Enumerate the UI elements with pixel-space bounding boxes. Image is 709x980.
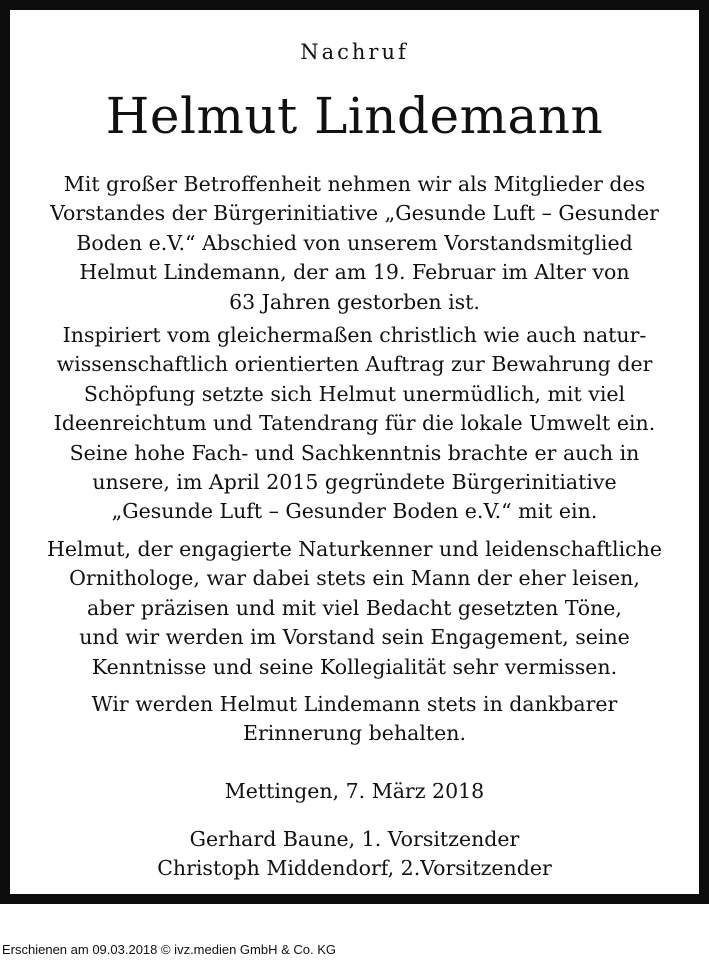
text-line: Ideenreichtum und Tatendrang für die lokale Umwelt ein. bbox=[53, 411, 656, 436]
text-line: wissenschaftlich orientierten Auftrag zur Bewahrung der bbox=[56, 352, 653, 377]
text-line: und wir werden im Vorstand sein Engagement, seine bbox=[79, 625, 630, 650]
signatory-chair: Gerhard Baune, 1. Vorsitzender bbox=[189, 827, 520, 851]
deceased-name: Helmut Lindemann bbox=[105, 87, 604, 145]
text-line: Kenntnisse und seine Kollegialität sehr vermissen. bbox=[91, 654, 618, 679]
text-line: Erinnerung behalten. bbox=[242, 721, 467, 746]
text-line: Boden e.V.“ Abschied von unserem Vorstandsmitglied bbox=[76, 230, 633, 255]
signatories bbox=[20, 825, 689, 883]
text-line: Vorstandes der Bürgerinitiative „Gesunde Luft – Gesunder bbox=[50, 201, 659, 226]
text-line: Seine hohe Fach- und Sachkenntnis brachte er auch in bbox=[69, 440, 640, 465]
signatory-vice-chair: Christoph Middendorf, 2.Vorsitzender bbox=[157, 856, 552, 880]
paragraph-announcement bbox=[20, 170, 689, 317]
text-line: aber präzisen und mit viel Bedacht gesetzten Töne, bbox=[87, 595, 622, 620]
text-line: Schöpfung setzte sich Helmut unermüdlich, mit viel bbox=[83, 381, 626, 406]
text-line: „Gesunde Luft – Gesunder Boden e.V.“ mit ein. bbox=[111, 499, 598, 524]
text-line: 63 Jahren gestorben ist. bbox=[229, 289, 480, 314]
text-line: Wir werden Helmut Lindemann stets in dankbarer bbox=[91, 692, 618, 716]
text-line: Helmut, der engagierte Naturkenner und leidenschaftliche bbox=[47, 537, 662, 561]
paragraph-closing bbox=[20, 690, 689, 749]
text-line: Inspiriert vom gleichermaßen christlich wie auch natur- bbox=[62, 323, 647, 347]
paragraph-character bbox=[20, 535, 689, 682]
text-line: Mit großer Betroffenheit nehmen wir als Mitglieder des bbox=[63, 172, 646, 196]
place-and-date: Mettingen, 7. März 2018 bbox=[224, 779, 485, 803]
paragraph-tribute bbox=[20, 321, 689, 527]
text-line: Helmut Lindemann, der am 19. Februar im Alter von bbox=[79, 260, 630, 285]
text-line: Ornithologe, war dabei stets ein Mann der eher leisen, bbox=[69, 566, 640, 591]
publication-credit: Erschienen am 09.03.2018 © ivz.medien GmbH & Co. KG bbox=[2, 942, 337, 957]
text-line: unsere, im April 2015 gegründete Bürgerinitiative bbox=[92, 470, 617, 495]
notice-heading: Nachruf bbox=[300, 40, 409, 64]
